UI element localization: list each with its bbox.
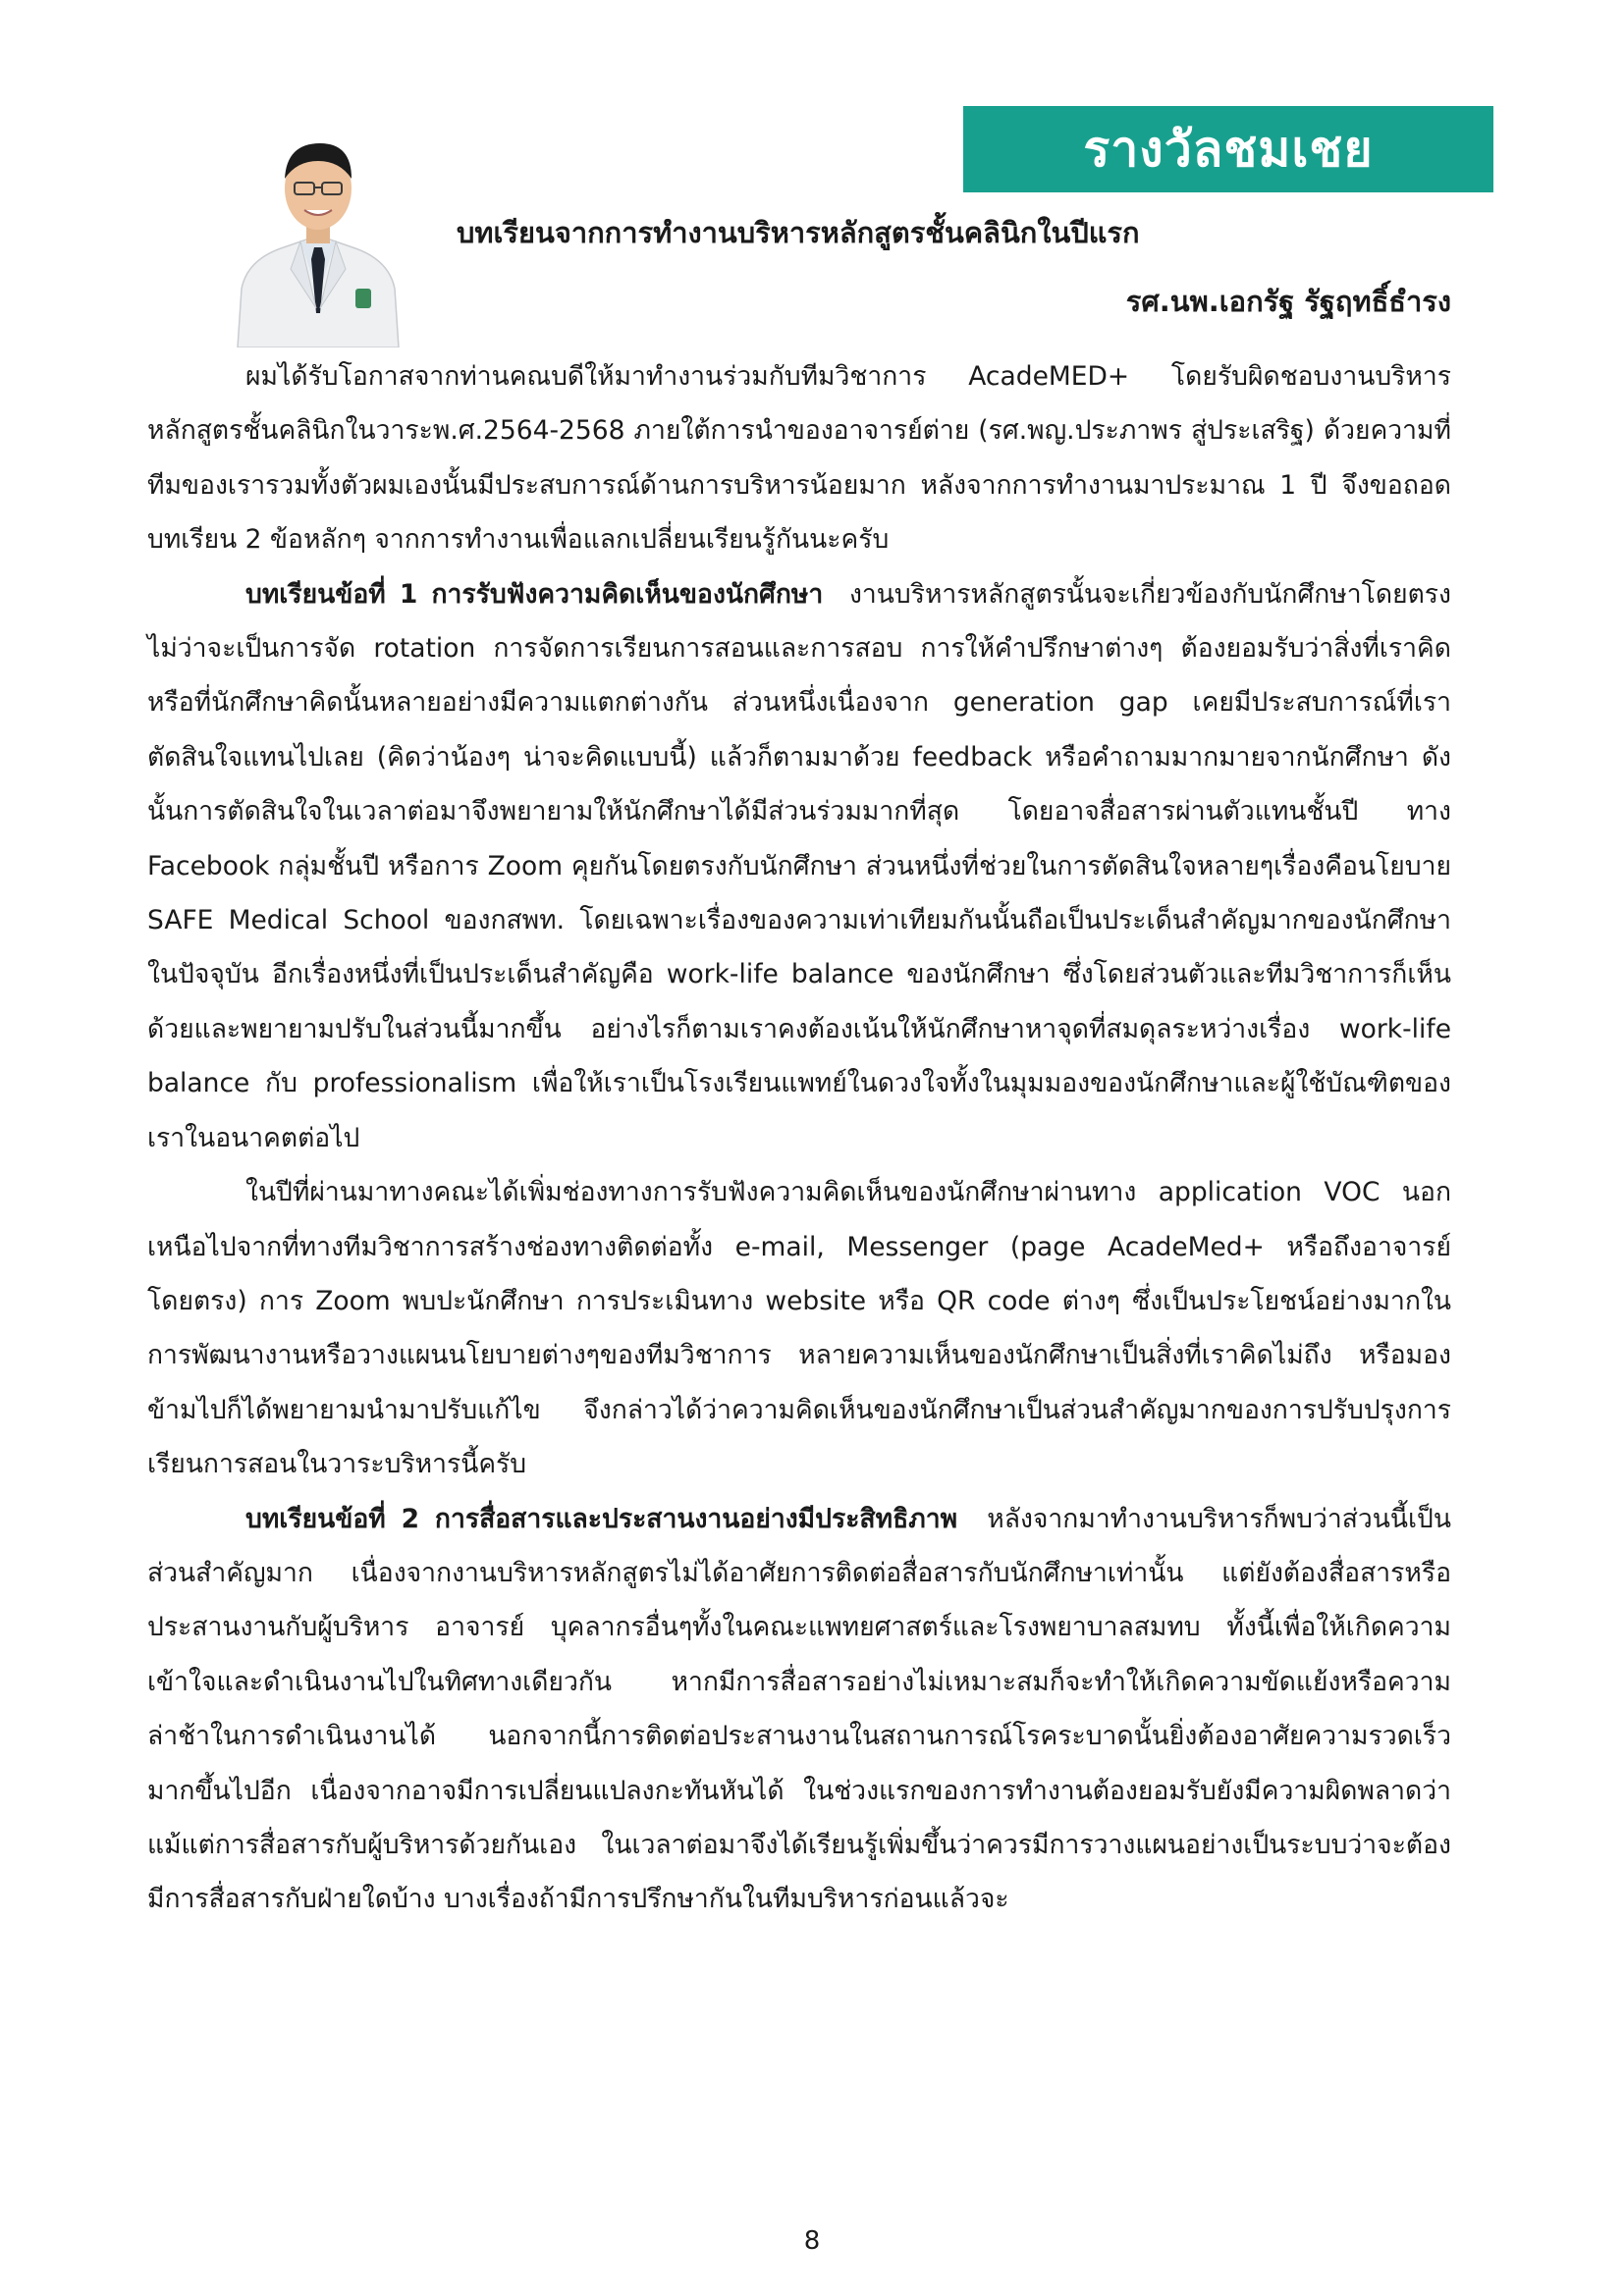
author-portrait <box>230 122 406 347</box>
lesson1-paragraph <box>147 567 1451 1165</box>
feedback-channels-paragraph: ในปีที่ผ่านมาทางคณะได้เพิ่มช่องทางการรับฟังความคิดเห็นของนักศึกษาผ่านทาง application VOC นอกเหนือไปจากที่ทางทีมวิชาการสร้างช่องทางติดต่อทั้ง e-mail, Messenger (page AcadeMed+ หรือถึงอาจารย์โดยตรง) การ Zoom พบปะนักศึกษา การประเมินทาง website หรือ QR code ต่างๆ ซึ่งเป็นประโยชน์อย่างมากในการพัฒนางานหรือวางแผนนโยบายต่างๆของทีมวิชาการ หลายความเห็นของนักศึกษาเป็นสิ่งที่เราคิดไม่ถึง หรือมองข้ามไปก็ได้พยายามนำมาปรับแก้ไข จึงกล่าวได้ว่าความคิดเห็นของนักศึกษาเป็นส่วนสำคัญมากของการปรับปรุงการเรียนการสอนในวาระบริหารนี้ครับ <box>147 1177 1451 1480</box>
award-banner <box>963 106 1493 192</box>
award-banner-text: รางวัลชมเชย <box>1083 120 1374 178</box>
intro-paragraph: ผมได้รับโอกาสจากท่านคณบดีให้มาทำงานร่วมกับทีมวิชาการ AcadeMED+ โดยรับผิดชอบงานบริหารหลักสูตรชั้นคลินิกในวาระพ.ศ.2564-2568 ภายใต้การนำของอาจารย์ต่าย (รศ.พญ.ประภาพร สู่ประเสริฐ) ด้วยความที่ทีมของเรารวมทั้งตัวผมเองนั้นมีประสบการณ์ด้านการบริหารน้อยมาก หลังจากการทำงานมาประมาณ 1 ปี จึงขอถอดบทเรียน 2 ข้อหลักๆ จากการทำงานเพื่อแลกเปลี่ยนเรียนรู้กันนะครับ <box>147 361 1451 556</box>
article-title: บทเรียนจากการทำงานบริหารหลักสูตรชั้นคลินิกในปีแรก <box>457 216 1140 249</box>
lesson2-heading: บทเรียนข้อที่ 2 การสื่อสารและประสานงานอย่างมีประสิทธิภาพ <box>245 1503 958 1534</box>
lesson1-heading: บทเรียนข้อที่ 1 การรับฟังความคิดเห็นของนักศึกษา <box>245 578 824 610</box>
article-body <box>147 349 1451 1927</box>
article-author: รศ.นพ.เอกรัฐ รัฐฤทธิ์ธำรง <box>1125 285 1451 318</box>
lesson2-text: หลังจากมาทำงานบริหารก็พบว่าส่วนนี้เป็นส่วนสำคัญมาก เนื่องจากงานบริหารหลักสูตรไม่ได้อาศัยการติดต่อสื่อสารกับนักศึกษาเท่านั้น แต่ยังต้องสื่อสารหรือประสานงานกับผู้บริหาร อาจารย์ บุคลากรอื่นๆทั้งในคณะแพทยศาสตร์และโรงพยาบาลสมทบ ทั้งนี้เพื่อให้เกิดความเข้าใจและดำเนินงานไปในทิศทางเดียวกัน หากมีการสื่อสารอย่างไม่เหมาะสมก็จะทำให้เกิดความขัดแย้งหรือความล่าช้าในการดำเนินงานได้ นอกจากนี้การติดต่อประสานงานในสถานการณ์โรคระบาดนั้นยิ่งต้องอาศัยความรวดเร็วมากขึ้นไปอีก เนื่องจากอาจมีการเปลี่ยนแปลงกะทันหันได้ ในช่วงแรกของการทำงานต้องยอมรับยังมีความผิดพลาดว่าแม้แต่การสื่อสารกับผู้บริหารด้วยกันเอง ในเวลาต่อมาจึงได้เรียนรู้เพิ่มขึ้นว่าควรมีการวางแผนอย่างเป็นระบบว่าจะต้องมีการสื่อสารกับฝ่ายใดบ้าง บางเรื่องถ้ามีการปรึกษากันในทีมบริหารก่อนแล้วจะ <box>147 1503 1451 1915</box>
lesson2-paragraph <box>147 1492 1451 1927</box>
lesson1-text: งานบริหารหลักสูตรนั้นจะเกี่ยวข้องกับนักศึกษาโดยตรง ไม่ว่าจะเป็นการจัด rotation การจัดการเรียนการสอนและการสอบ การให้คำปรึกษาต่างๆ ต้องยอมรับว่าสิ่งที่เราคิดหรือที่นักศึกษาคิดนั้นหลายอย่างมีความแตกต่างกัน ส่วนหนึ่งเนื่องจาก generation gap เคยมีประสบการณ์ที่เราตัดสินใจแทนไปเลย (คิดว่าน้องๆ น่าจะคิดแบบนี้) แล้วก็ตามมาด้วย feedback หรือคำถามมากมายจากนักศึกษา ดังนั้นการตัดสินใจในเวลาต่อมาจึงพยายามให้นักศึกษาได้มีส่วนร่วมมากที่สุด โดยอาจสื่อสารผ่านตัวแทนชั้นปี ทาง Facebook กลุ่มชั้นปี หรือการ Zoom คุยกันโดยตรงกับนักศึกษา ส่วนหนึ่งที่ช่วยในการตัดสินใจหลายๆเรื่องคือนโยบาย SAFE Medical School ของกสพท. โดยเฉพาะเรื่องของความเท่าเทียมกันนั้นถือเป็นประเด็นสำคัญมากของนักศึกษาในปัจจุบัน อีกเรื่องหนึ่งที่เป็นประเด็นสำคัญคือ work-life balance ของนักศึกษา ซึ่งโดยส่วนตัวและทีมวิชาการก็เห็นด้วยและพยายามปรับในส่วนนี้มากขึ้น อย่างไรก็ตามเราคงต้องเน้นให้นักศึกษาหาจุดที่สมดุลระหว่างเรื่อง work-life balance กับ professionalism เพื่อให้เราเป็นโรงเรียนแพทย์ในดวงใจทั้งในมุมมองของนักศึกษาและผู้ใช้บัณฑิตของเราในอนาคตต่อไป <box>147 578 1451 1153</box>
page-number: 8 <box>803 2226 821 2256</box>
